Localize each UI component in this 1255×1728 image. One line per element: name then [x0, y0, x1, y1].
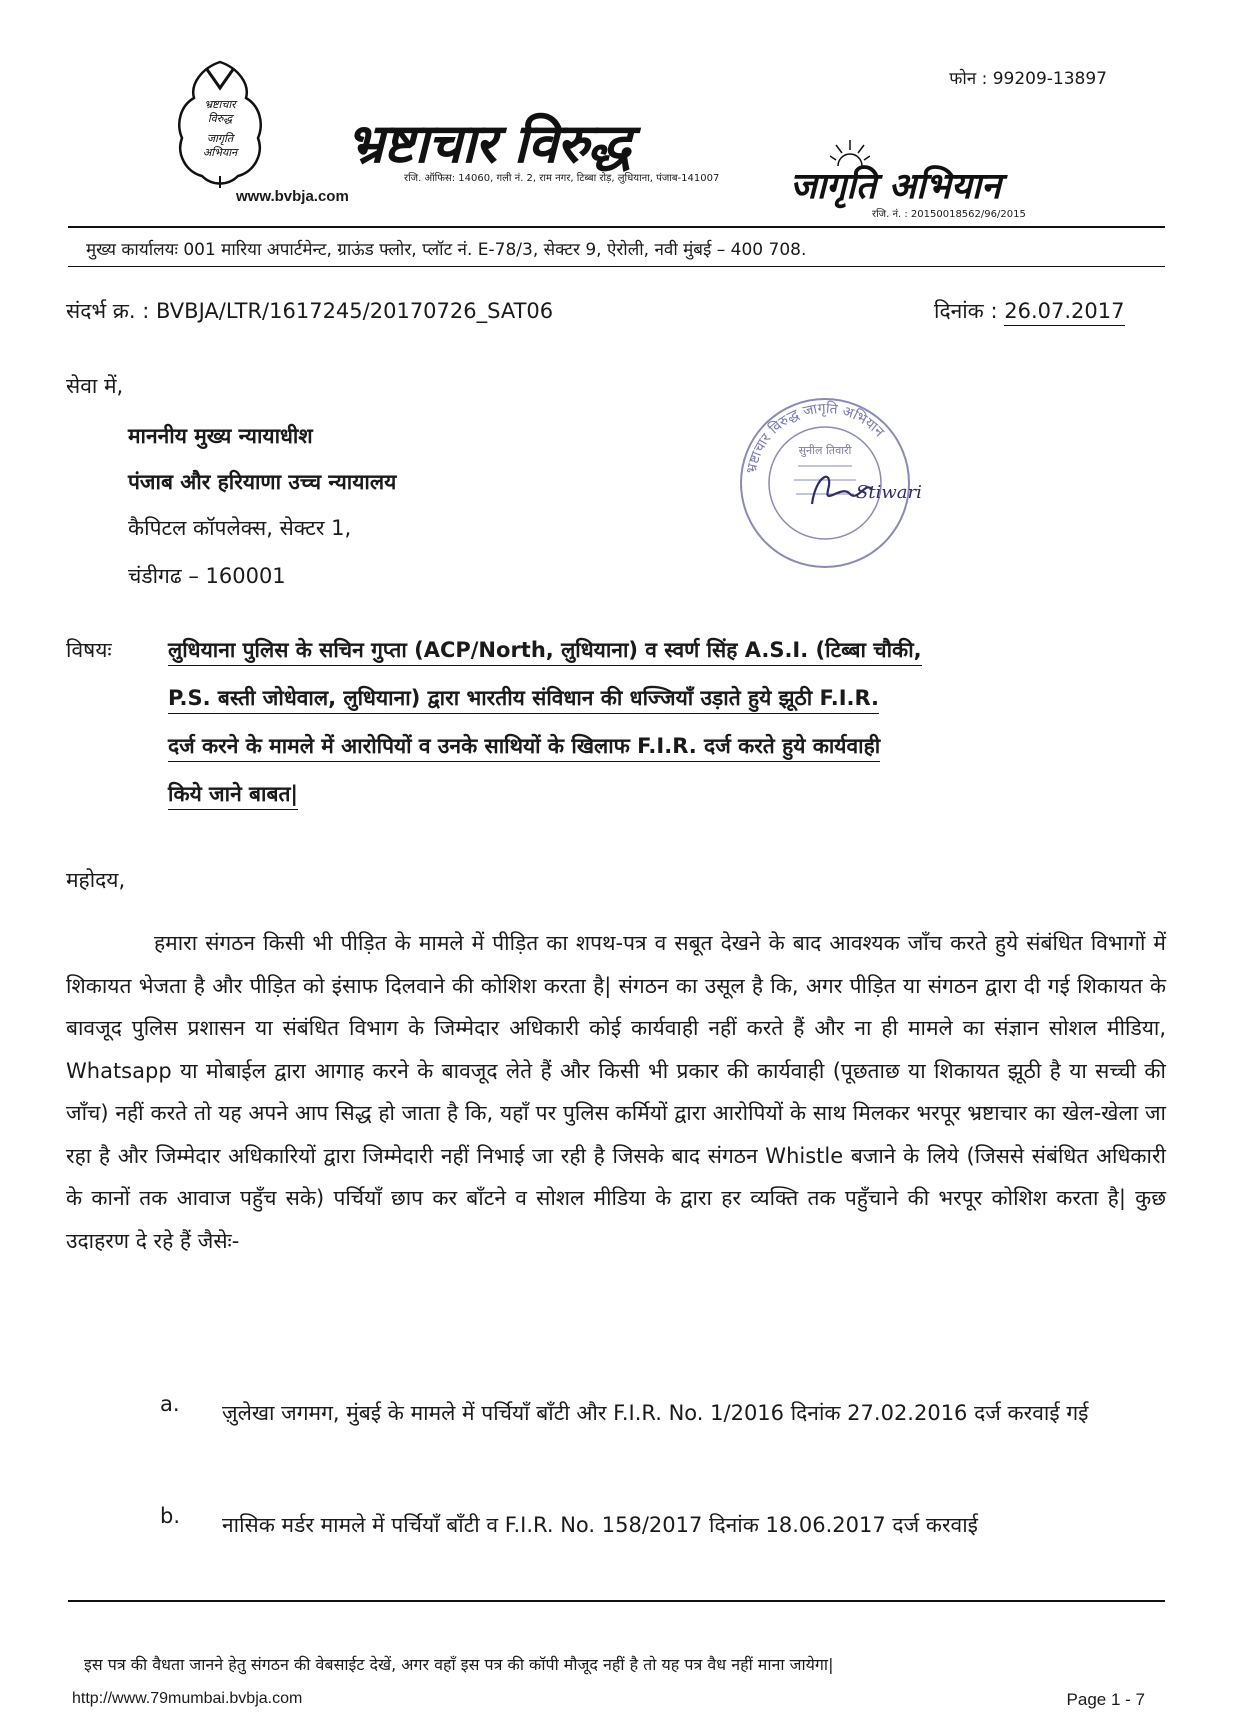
- logo-text-4: अभियान: [202, 146, 238, 159]
- date-value: 26.07.2017: [1004, 299, 1124, 326]
- example-marker: a.: [160, 1392, 180, 1416]
- header-divider: [68, 226, 1165, 228]
- letter-date: [934, 297, 1125, 325]
- recipient-line: पंजाब और हरियाणा उच्च न्यायालय: [128, 470, 397, 494]
- to-salutation: सेवा में,: [66, 374, 124, 398]
- website-link: www.bvbja.com: [236, 188, 349, 205]
- reference-label: संदर्भ क्र. :: [66, 299, 150, 323]
- example-text: नासिक मर्डर मामले में पर्चियाँ बाँटी व F.I.R. No. 158/2017 दिनांक 18.06.2017 दर्ज करवाई: [222, 1513, 978, 1537]
- logo-text-2: विरुद्ध: [207, 112, 233, 125]
- example-marker: b.: [160, 1504, 181, 1528]
- organization-name-secondary: जागृति अभियान: [790, 165, 1002, 207]
- page-number: Page 1 - 7: [1066, 1690, 1145, 1709]
- recipient-line: चंडीगढ – 160001: [128, 564, 286, 588]
- organization-stamp: [716, 394, 934, 572]
- logo-text-3: जागृति: [206, 132, 234, 145]
- registered-office: रजि. ऑफिस: 14060, गली नं. 2, राम नगर, टिब्बा रोड़, लुधियाना, पंजाब-141007: [404, 173, 720, 184]
- subject-label: विषयः: [66, 638, 112, 662]
- registration-number: रजि. नं. : 20150018562/96/2015: [872, 209, 1026, 220]
- organization-name: भ्रष्टाचार विरुद्ध: [346, 111, 631, 175]
- signature: Stiwari: [856, 482, 922, 503]
- validity-disclaimer: इस पत्र की वैधता जानने हेतु संगठन की वेबसाईट देखें, अगर वहाँ इस पत्र की कॉपी मौजूद नहीं है तो यह पत्र वैध नहीं माना जायेगा|: [84, 1655, 834, 1674]
- body-paragraph: [66, 922, 1166, 1262]
- recipient-line: माननीय मुख्य न्यायाधीश: [128, 424, 313, 448]
- subject-line: P.S. बस्ती जोधेवाल, लुधियाना) द्वारा भारतीय संविधान की धज्जियाँ उड़ाते हुये झूठी F.I.R.: [168, 684, 1168, 712]
- reference-value: BVBJA/LTR/1617245/20170726_SAT06: [156, 299, 554, 323]
- stamp-ring-text: भ्रष्टाचार विरुद्ध जागृति अभियान: [743, 400, 888, 475]
- organization-logo: [172, 58, 268, 190]
- subject-line: किये जाने बाबत|: [168, 780, 1168, 808]
- svg-text:भ्रष्टाचार विरुद्ध जागृति अभिय: [744, 400, 888, 475]
- date-label: दिनांक :: [934, 299, 998, 323]
- footer-url[interactable]: http://www.79mumbai.bvbja.com: [72, 1690, 303, 1707]
- header-divider-bottom: [68, 266, 1165, 267]
- reference-number: [66, 297, 553, 325]
- body-text: हमारा संगठन किसी भी पीड़ित के मामले में पीड़ित का शपथ-पत्र व सबूत देखने के बाद आवश्यक जाँच करते हुये संबंधित विभागों में शिकायत भेजता है और पीड़ित को इंसाफ दिलवाने की कोशिश करता है| संगठन का उसूल है कि, अगर पीड़ित या संगठन द्वारा दी गई शिकायत के बावजूद पुलिस प्रशासन या संबंधित विभाग के जिम्मेदार अधिकारी कोई कार्यवाही नहीं करते हैं और ना ही मामले का संज्ञान सोशल मीडिया, Whatsapp या मोबाईल द्वारा आगाह करने के बावजूद लेते हैं और किसी भी प्रकार की कार्यवाही (पूछताछ या शिकायत झूठी है या सच्ची की जाँच) नहीं करते तो यह अपने आप सिद्ध हो जाता है कि, यहाँ पर पुलिस कर्मियों द्वारा आरोपियों के साथ मिलकर भरपूर भ्रष्टाचार का खेल-खेला जा रहा है और जिम्मेदार अधिकारियों द्वारा जिम्मेदारी नहीं निभाई जा रही है जिसके बाद संगठन Whistle बजाने के लिये (जिससे संबंधित अधिकारी के कानों तक आवाज पहुँच सके) पर्चियाँ छाप कर बाँटने व सोशल मीडिया के द्वारा हर व्यक्ति तक पहुँचाने की भरपूर कोशिश करता है| कुछ उदाहरण दे रहे हैं जैसेः-: [66, 931, 1166, 1253]
- subject-line: लुधियाना पुलिस के सचिन गुप्ता (ACP/North, लुधियाना) व स्वर्ण सिंह A.S.I. (टिब्बा चौकी,: [168, 636, 1168, 664]
- example-text: ज़ुलेखा जगमग, मुंबई के मामले में पर्चियाँ बाँटी और F.I.R. No. 1/2016 दिनांक 27.02.2016 दर्ज करवाई गई: [222, 1401, 1089, 1425]
- salutation: महोदय,: [66, 868, 126, 892]
- recipient-line: कैपिटल कॉपलेक्स, सेक्टर 1,: [128, 516, 352, 540]
- stamp-name: सुनील तिवारी: [798, 444, 852, 457]
- logo-text-1: भ्रष्टाचार: [204, 98, 236, 111]
- subject-line: दर्ज करने के मामले में आरोपियों व उनके साथियों के खिलाफ F.I.R. दर्ज करते हुये कार्यवाही: [168, 732, 1168, 760]
- head-office-address: मुख्य कार्यालयः 001 मारिया अपार्टमेन्ट, ग्राऊंड फ्लोर, प्लॉट नं. E-78/3, सेक्टर 9, ऐरोली, नवी मुंबई – 400 708.: [86, 240, 807, 260]
- footer-divider: [68, 1600, 1165, 1602]
- phone-number: फोन : 99209-13897: [949, 69, 1107, 89]
